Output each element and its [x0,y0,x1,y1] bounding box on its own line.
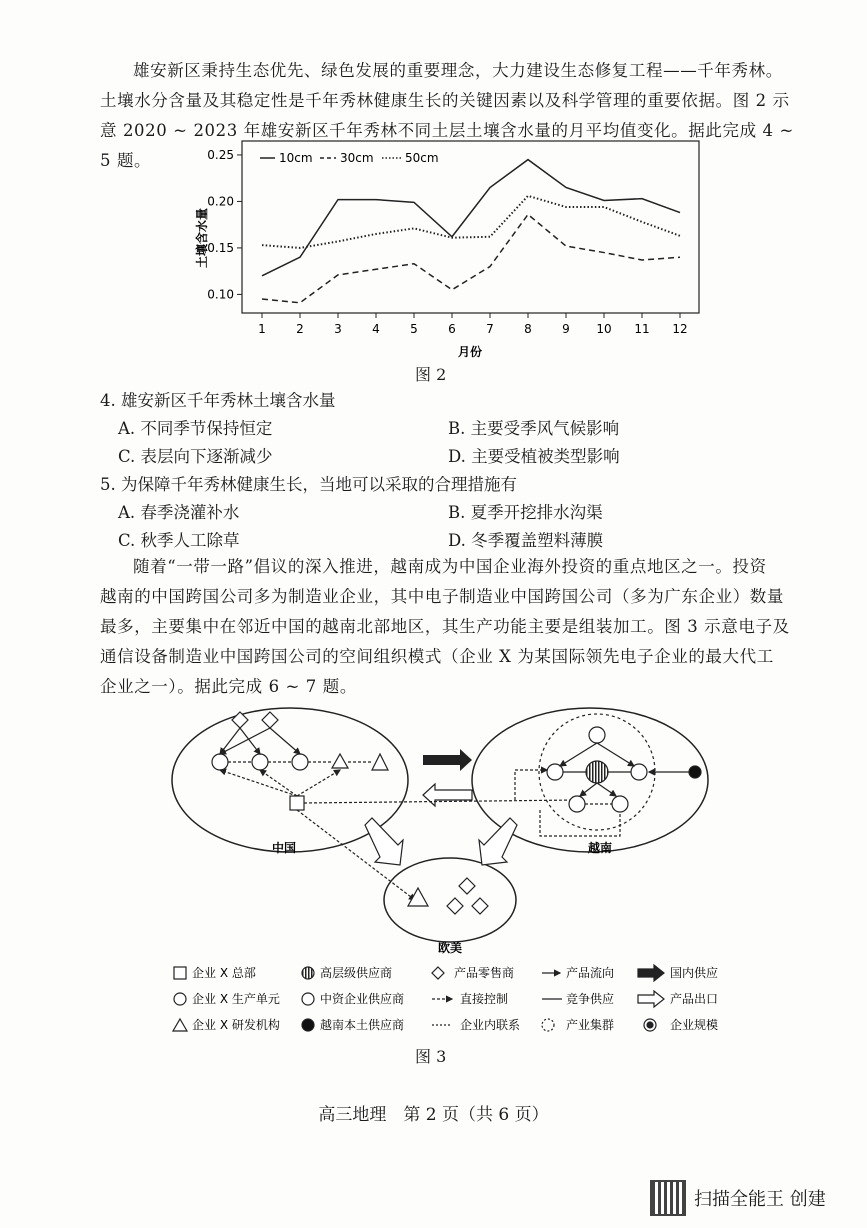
scanner-watermark [650,1180,826,1216]
export-arrow-china [365,818,403,865]
question-4-stem: 4. 雄安新区千年秀林土壤含水量 [100,391,336,410]
passage-2-line-4: 通信设备制造业中国跨国公司的空间组织模式（企业 X 为某国际领先电子企业的最大代工 [100,647,774,666]
x-tick-label: 6 [448,322,456,336]
question-5-stem: 5. 为保障千年秀林健康生长，当地可以采取的合理措施有 [100,475,517,494]
figure-3-caption: 图 3 [415,1047,447,1066]
question-4-option-d[interactable]: D. 主要受植被类型影响 [448,447,620,466]
legend-30cm: 30cm [340,151,374,165]
x-tick-label: 11 [634,322,650,336]
hollow-arrow-back [423,784,472,806]
y-tick-label: 0.10 [207,287,234,302]
legend-competitive-supply: 竞争供应 [566,992,615,1006]
figure-3-diagram [160,700,720,960]
x-tick-label: 4 [372,322,380,336]
question-4-option-c[interactable]: C. 表层向下逐渐减少 [118,447,273,466]
legend-high-supplier: 高层级供应商 [320,966,393,980]
question-5-option-a[interactable]: A. 春季浇灌补水 [118,503,240,522]
region-label-china: 中国 [272,841,297,855]
x-tick-label: 10 [596,322,612,336]
passage-2-line-3: 最多，主要集中在邻近中国的越南北部地区，其生产功能主要是组装加工。图 3 示意电子及 [100,617,790,636]
legend-cluster: 产业集群 [566,1018,615,1032]
legend-direct-control: 直接控制 [460,992,509,1006]
legend-vn-supplier: 越南本土供应商 [320,1018,405,1032]
legend-x-rnd: 企业 X 研发机构 [192,1018,280,1032]
x-tick-label: 1 [258,322,266,336]
chart-marks [207,148,687,336]
euram-network [408,878,488,914]
legend-50cm: 50cm [405,151,439,165]
passage-2-line-2: 越南的中国跨国公司多为制造业企业，其中电子制造业中国跨国公司（多为广东企业）数量 [100,587,784,606]
passage-1-line-1: 雄安新区秉持生态优先、绿色发展的重要理念，大力建设生态修复工程——千年秀林。 [133,61,783,80]
region-label-euram: 欧美 [438,941,463,955]
region-label-vietnam: 越南 [588,841,613,855]
chart-legend [260,151,439,165]
y-tick-label: 0.15 [207,240,234,255]
legend-x-hq: 企业 X 总部 [192,966,256,980]
question-5-option-d[interactable]: D. 冬季覆盖塑料薄膜 [448,531,604,550]
legend-scale: 企业规模 [670,1018,719,1032]
x-tick-label: 2 [296,322,304,336]
x-tick-label: 12 [672,322,688,336]
legend-domestic-supply: 国内供应 [670,966,719,980]
scanner-text: 扫描全能王 创建 [694,1189,826,1210]
legend-x-production: 企业 X 生产单元 [192,992,280,1006]
x-tick-label: 7 [486,322,494,336]
euram-region [384,858,516,942]
question-4-option-a[interactable]: A. 不同季节保持恒定 [118,419,273,438]
passage-2-line-5: 企业之一）。据此完成 6 ~ 7 题。 [100,677,357,696]
chart-frame [242,141,699,313]
legend-cn-supplier: 中资企业供应商 [320,992,405,1006]
series-line-30cm [262,214,680,302]
x-tick-label: 9 [562,322,570,336]
figure-3-legend [170,962,740,1040]
question-5-option-c[interactable]: C. 秋季人工除草 [118,531,240,550]
chart-xlabel: 月份 [457,345,483,359]
question-5-option-b[interactable]: B. 夏季开挖排水沟渠 [448,503,603,522]
china-network [212,712,578,900]
passage-2-line-1: 随着“一带一路”倡议的深入推进，越南成为中国企业海外投资的重点地区之一。投资 [133,557,767,576]
vietnam-network [515,714,701,836]
passage-2 [100,552,810,702]
y-tick-label: 0.25 [207,147,234,162]
chart-ylabel: 土壤含水量 [195,207,209,269]
y-tick-label: 0.20 [207,194,234,209]
series-line-50cm [262,196,680,248]
page-footer: 高三地理 第 2 页（共 6 页） [318,1105,549,1125]
qr-code-icon [650,1180,686,1216]
x-tick-label: 5 [410,322,418,336]
question-4-option-b[interactable]: B. 主要受季风气候影响 [448,419,620,438]
passage-1-line-2: 土壤水分含量及其稳定性是千年秀林健康生长的关键因素以及科学管理的重要依据。图 2 示 [100,91,790,110]
legend-product-export: 产品出口 [670,992,719,1006]
x-tick-label: 8 [524,322,532,336]
x-tick-label: 3 [334,322,342,336]
figure-2-caption: 图 2 [415,365,447,384]
passage-1-line-3: 意 2020 ~ 2023 年雄安新区千年秀林不同土层土壤含水量的月平均值变化。据此完成 4 ~ 5 题。 [100,121,794,170]
legend-product-flow: 产品流向 [566,966,615,980]
series-line-10cm [262,160,680,276]
legend-retailer: 产品零售商 [454,966,515,980]
figure-2-chart [180,138,720,368]
legend-10cm: 10cm [279,151,313,165]
legend-intra-link: 企业内联系 [460,1018,521,1032]
domestic-supply-arrow [423,749,472,771]
